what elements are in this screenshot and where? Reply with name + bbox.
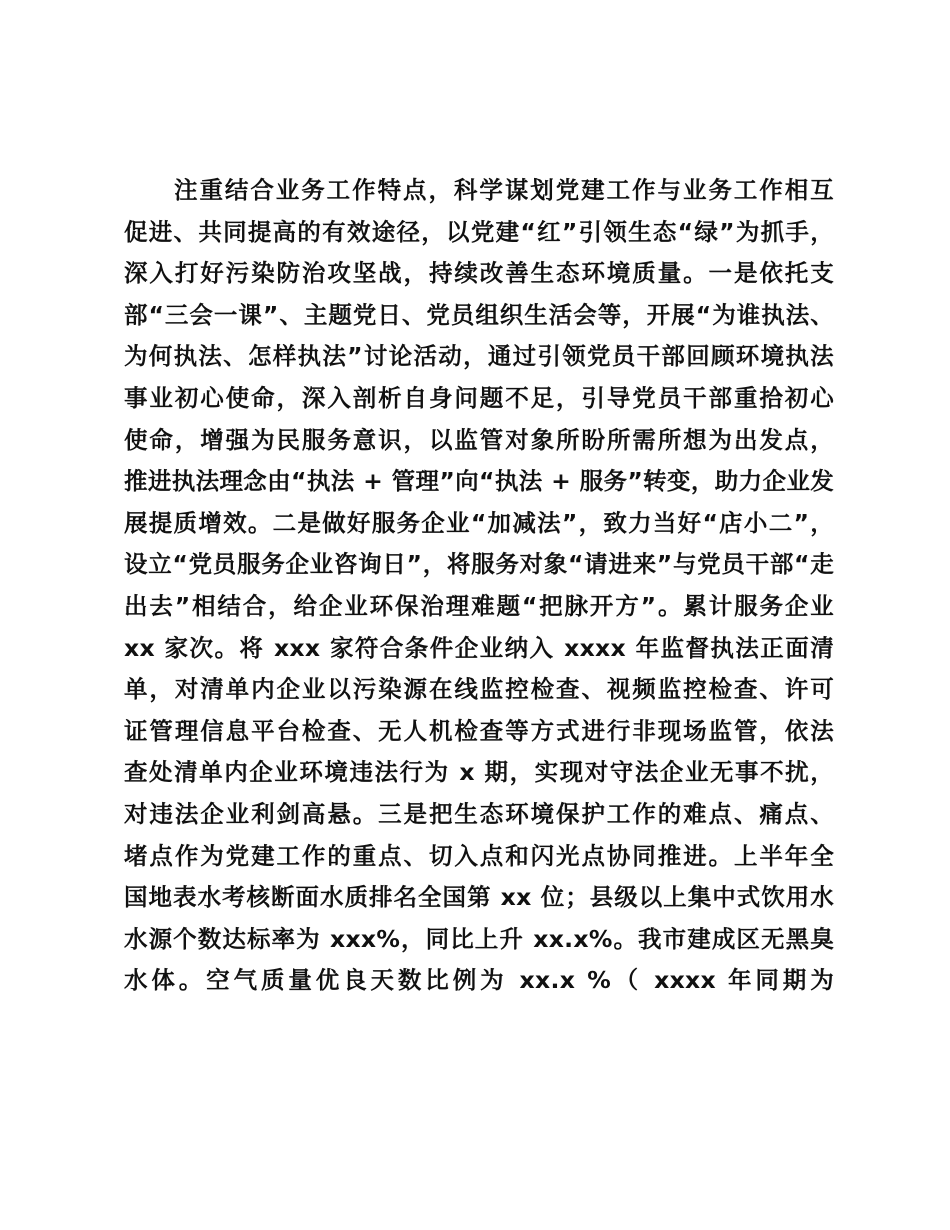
paragraph-line: 展提质增效。二是做好服务企业“加减法”，致力当好“店小二”， bbox=[124, 508, 834, 537]
body-paragraph bbox=[124, 172, 834, 1004]
paragraph-line: 水体。空气质量优良天数比例为 xx.x %（ xxxx 年同期为 bbox=[124, 966, 834, 995]
paragraph-line: 水源个数达标率为 xxx%，同比上升 xx.x%。我市建成区无黑臭 bbox=[124, 924, 834, 953]
paragraph-line: 查处清单内企业环境违法行为 x 期，实现对守法企业无事不扰， bbox=[124, 758, 834, 787]
paragraph-line: 证管理信息平台检查、无人机检查等方式进行非现场监管，依法 bbox=[124, 716, 834, 745]
paragraph-line: 事业初心使命，深入剖析自身问题不足，引导党员干部重拾初心 bbox=[124, 383, 834, 412]
paragraph-line: 深入打好污染防治攻坚战，持续改善生态环境质量。一是依托支 bbox=[124, 259, 834, 288]
paragraph-line: 国地表水考核断面水质排名全国第 xx 位；县级以上集中式饮用水 bbox=[124, 883, 834, 912]
paragraph-line: 单，对清单内企业以污染源在线监控检查、视频监控检查、许可 bbox=[124, 675, 834, 704]
paragraph-line: 对违法企业利剑高悬。三是把生态环境保护工作的难点、痛点、 bbox=[124, 799, 834, 828]
paragraph-line: 堵点作为党建工作的重点、切入点和闪光点协同推进。上半年全 bbox=[124, 841, 834, 870]
paragraph-line: 部“三会一课”、主题党日、党员组织生活会等，开展“为谁执法、 bbox=[124, 300, 834, 329]
paragraph-line: xx 家次。将 xxx 家符合条件企业纳入 xxxx 年监督执法正面清 bbox=[124, 633, 834, 662]
paragraph-line: 使命，增强为民服务意识，以监管对象所盼所需所想为出发点， bbox=[124, 425, 834, 454]
paragraph-line: 促进、共同提高的有效途径，以党建“红”引领生态“绿”为抓手， bbox=[124, 217, 834, 246]
paragraph-line: 设立“党员服务企业咨询日”，将服务对象“请进来”与党员干部“走 bbox=[124, 550, 834, 579]
paragraph-line: 为何执法、怎样执法”讨论活动，通过引领党员干部回顾环境执法 bbox=[124, 342, 834, 371]
paragraph-line: 注重结合业务工作特点，科学谋划党建工作与业务工作相互 bbox=[174, 176, 834, 204]
paragraph-line: 推进执法理念由“执法 + 管理”向“执法 + 服务”转变，助力企业发 bbox=[124, 467, 834, 496]
paragraph-line: 出去”相结合，给企业环保治理难题“把脉开方”。累计服务企业 bbox=[124, 591, 834, 620]
